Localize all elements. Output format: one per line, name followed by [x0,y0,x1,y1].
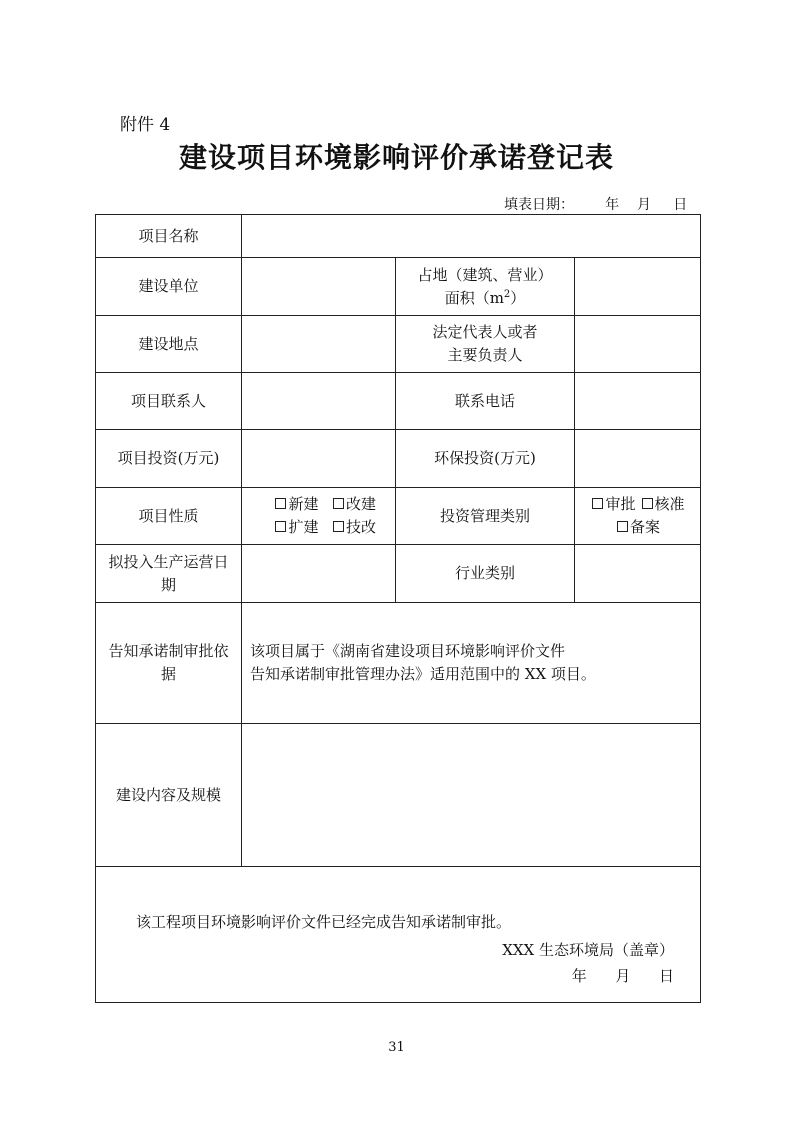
nature-option-rebuild[interactable]: 改建 [333,493,376,516]
mgmt-option-filing[interactable]: 备案 [617,516,660,539]
project-name-label: 项目名称 [96,215,242,258]
approval-statement: 该工程项目环境影响评价文件已经完成告知承诺制审批。 [136,913,512,931]
approval-date: 年 月 日 [571,967,675,985]
page-number: 31 [388,1040,405,1055]
project-name-field[interactable] [242,215,701,258]
nature-option-new[interactable]: 新建 [261,493,333,516]
location-label: 建设地点 [96,316,242,373]
basis-text: 该项目属于《湖南省建设项目环境影响评价文件 告知承诺制审批管理办法》适用范围中的 XX 项目。 [242,603,701,724]
checkbox-icon [642,498,653,509]
attachment-label: 附件 4 [120,115,171,135]
mgmt-type-options [575,488,701,545]
basis-label: 告知承诺制审批依 据 [96,603,242,724]
phone-field[interactable] [575,373,701,430]
content-scale-field[interactable] [242,724,701,867]
approval-footer [96,867,701,1003]
content-scale-label: 建设内容及规模 [96,724,242,867]
investment-label: 项目投资(万元) [96,430,242,488]
registration-form [95,214,701,1003]
env-investment-label: 环保投资(万元) [396,430,575,488]
checkbox-icon [333,498,344,509]
nature-options [242,488,396,545]
checkbox-icon [275,521,286,532]
mgmt-type-label: 投资管理类别 [396,488,575,545]
env-investment-field[interactable] [575,430,701,488]
start-date-label: 拟投入生产运营日 期 [96,545,242,603]
investment-field[interactable] [242,430,396,488]
nature-option-tech[interactable]: 技改 [333,516,376,539]
contact-field[interactable] [242,373,396,430]
checkbox-icon [617,521,628,532]
fill-date [504,194,687,214]
fill-date-year: 年 [605,197,620,213]
fill-date-label: 填表日期： [504,197,574,213]
area-label: 占地（建筑、营业） 面积$(m^2)$ [396,258,575,316]
legal-rep-field[interactable] [575,316,701,373]
nature-option-expand[interactable]: 扩建 [261,516,333,539]
industry-field[interactable] [575,545,701,603]
builder-field[interactable] [242,258,396,316]
builder-label: 建设单位 [96,258,242,316]
fill-date-month: 月 [636,197,651,213]
fill-date-day: 日 [673,197,688,213]
phone-label: 联系电话 [396,373,575,430]
start-date-field[interactable] [242,545,396,603]
contact-label: 项目联系人 [96,373,242,430]
page-title: 建设项目环境影响评价承诺登记表 [178,141,614,174]
agency-seal: XXX 生态环境局（盖章） [502,941,675,959]
mgmt-option-verify[interactable]: 核准 [642,493,685,516]
checkbox-icon [592,498,603,509]
industry-label: 行业类别 [396,545,575,603]
mgmt-option-approval[interactable]: 审批 [592,493,635,516]
nature-label: 项目性质 [96,488,242,545]
area-field[interactable] [575,258,701,316]
location-field[interactable] [242,316,396,373]
checkbox-icon [333,521,344,532]
legal-rep-label: 法定代表人或者 主要负责人 [396,316,575,373]
checkbox-icon [275,498,286,509]
